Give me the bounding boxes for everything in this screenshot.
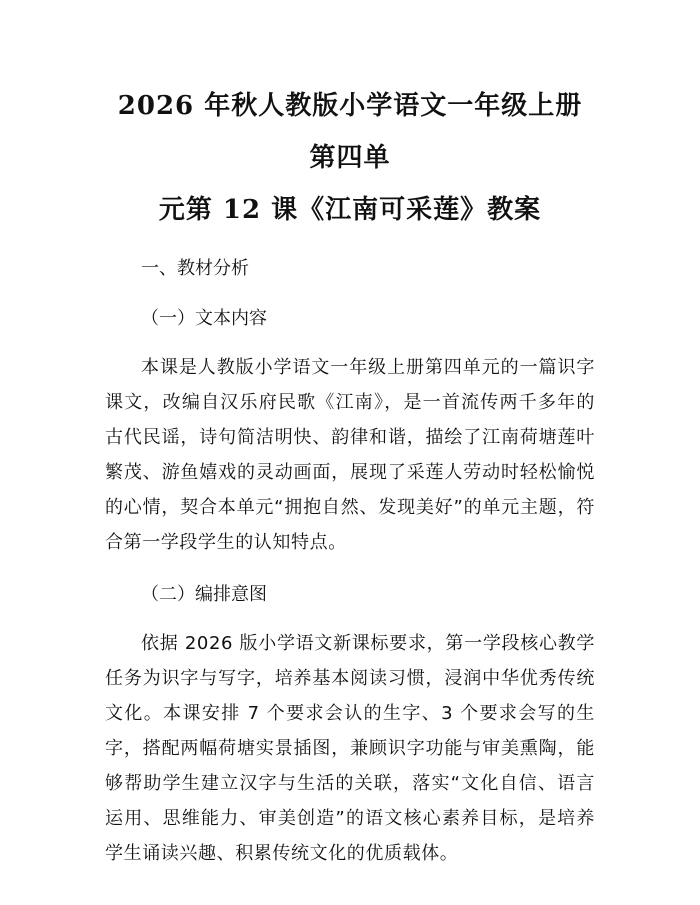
- paragraph-arrangement-intent: 依据 2026 版小学语文新课标要求，第一学段核心教学任务为识字与写字，培养基本阅读习惯，浸润中华优秀传统文化。本课安排 7 个要求会认的生字、3 个要求会写的生字，搭配两幅荷塘实景插图，兼顾识字功能与审美熏陶，能够帮助学生建立汉字与生活的关联，落实“文化自信、语言运用、思维能力、审美创造”的语文核心素养目标，是培养学生诵读兴趣、积累传统文化的优质载体。: [105, 633, 595, 864]
- subsection-heading-text-content: （一）文本内容: [141, 308, 267, 329]
- title-line-1: 2026 年秋人教版小学语文一年级上册第四单: [117, 91, 583, 173]
- title-line-2: 元第 12 课《江南可采莲》教案: [158, 195, 542, 225]
- paragraph-text-content: 本课是人教版小学语文一年级上册第四单元的一篇识字课文，改编自汉乐府民歌《江南》，是一首流传两千多年的古代民谣，诗句简洁明快、韵律和谐，描绘了江南荷塘莲叶繁茂、游鱼嬉戏的灵动画面，展现了采莲人劳动时轻松愉悦的心情，契合本单元“拥抱自然、发现美好”的单元主题，符合第一学段学生的认知特点。: [105, 357, 595, 553]
- document-title: [105, 0, 595, 236]
- section-heading-teaching-material-analysis: 一、教材分析: [141, 258, 249, 279]
- subsection-heading-arrangement-intent: （二）编排意图: [141, 584, 267, 605]
